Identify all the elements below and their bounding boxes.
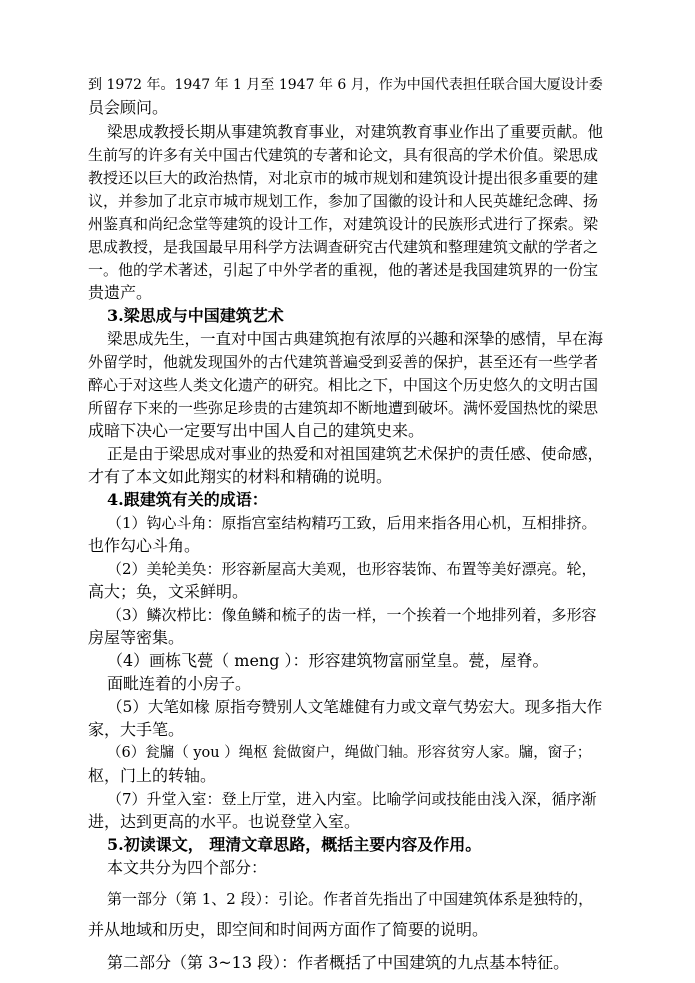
text-line: （2）美轮美奂：形容新屋高大美观，也形容装饰、布置等美好漂亮。轮，	[107, 560, 597, 578]
text-line: （7）升堂入室：登上厅堂，进入内室。比喻学问或技能由浅入深，循序渐	[107, 790, 597, 808]
text-line: 梁思成教授长期从事建筑教育事业，对建筑教育事业作出了重要贡献。他	[107, 123, 604, 141]
text-line: 本文共分为四个部分：	[107, 858, 268, 877]
text-line: 正是由于梁思成对事业的热爱和对祖国建筑艺术保护的责任感、使命感，	[107, 445, 604, 463]
text-line: 贵遗产。	[88, 283, 153, 302]
text-line: 并从地域和历史，即空间和时间两方面作了简要的说明。	[88, 920, 489, 939]
text-line: 进，达到更高的水平。也说登堂入室。	[88, 812, 361, 831]
text-line: 第一部分（第 1、2 段）：引论。作者首先指出了中国建筑体系是独特的，	[107, 890, 594, 908]
text-line: （3）鳞次栉比：像鱼鳞和梳子的齿一样，一个挨着一个地排列着，多形容	[107, 606, 597, 624]
text-line: 醉心于对这些人类文化遗产的研究。相比之下，中国这个历史悠久的文明古国	[88, 376, 599, 394]
text-line: 到 1972 年。1947 年 1 月至 1947 年 6 月，作为中国代表担任联合国大厦设计委	[88, 77, 603, 93]
text-line: 成暗下决心一定要写出中国人自己的建筑史来。	[88, 421, 425, 440]
text-line: 外留学时，他就发现国外的古代建筑普遍受到妥善的保护，甚至还有一些学者	[88, 353, 599, 371]
text-line: 面毗连着的小房子。	[107, 674, 252, 693]
text-line: 高大；奂，文采鲜明。	[88, 582, 249, 601]
text-line: 一。他的学术著述，引起了中外学者的重视，他的著述是我国建筑界的一份宝	[88, 261, 599, 279]
text-line: 员会顾问。	[88, 98, 169, 117]
section-heading: 3.梁思成与中国建筑艺术	[107, 306, 284, 325]
text-line: 教授还以巨大的政治热情，对北京市的城市规划和建筑设计提出很多重要的建	[88, 169, 599, 187]
text-line: 枢，门上的转轴。	[88, 766, 217, 785]
text-line: 家，大手笔。	[88, 720, 185, 739]
text-line: （4）画栋飞甍（ meng ）：形容建筑物富丽堂皇。甍，屋脊。	[107, 651, 549, 670]
text-line: 才有了本文如此翔实的材料和精确的说明。	[88, 467, 393, 486]
text-line: 州鉴真和尚纪念堂等建筑的设计工作，对建筑设计的民族形式进行了探索。梁	[88, 215, 599, 233]
text-line: 梁思成先生，一直对中国古典建筑抱有浓厚的兴趣和深挚的感情，早在海	[107, 330, 604, 348]
section-heading: 4.跟建筑有关的成语：	[107, 490, 268, 509]
section-heading: 5.初读课文， 理清文章思路，概括主要内容及作用。	[107, 835, 482, 854]
text-line: 房屋等密集。	[88, 628, 185, 647]
text-line: （1）钩心斗角：原指宫室结构精巧工致，后用来指各用心机，互相排挤。	[107, 514, 597, 532]
text-line: 生前写的许多有关中国古代建筑的专著和论文，具有很高的学术价值。梁思成	[88, 146, 599, 164]
text-line: 也作勾心斗角。	[88, 536, 201, 555]
text-line: （5）大笔如椽 原指夸赞别人文笔雄健有力或文章气势宏大。现多指大作	[107, 698, 603, 716]
text-line: （6）瓮牖（ you ）绳枢 瓮做窗户，绳做门轴。形容贫穷人家。牖，窗子；	[107, 745, 592, 761]
text-line: 所留存下来的一些弥足珍贵的古建筑却不断地遭到破坏。满怀爱国热忱的梁思	[88, 399, 599, 417]
text-line: 议，并参加了北京市城市规划工作，参加了国徽的设计和人民英雄纪念碑、扬	[88, 192, 599, 210]
text-line: 思成教授，是我国最早用科学方法调查研究古代建筑和整理建筑文献的学者之	[88, 238, 599, 256]
text-line: 第二部分（第 3~13 段）：作者概括了中国建筑的九点基本特征。	[107, 953, 570, 972]
